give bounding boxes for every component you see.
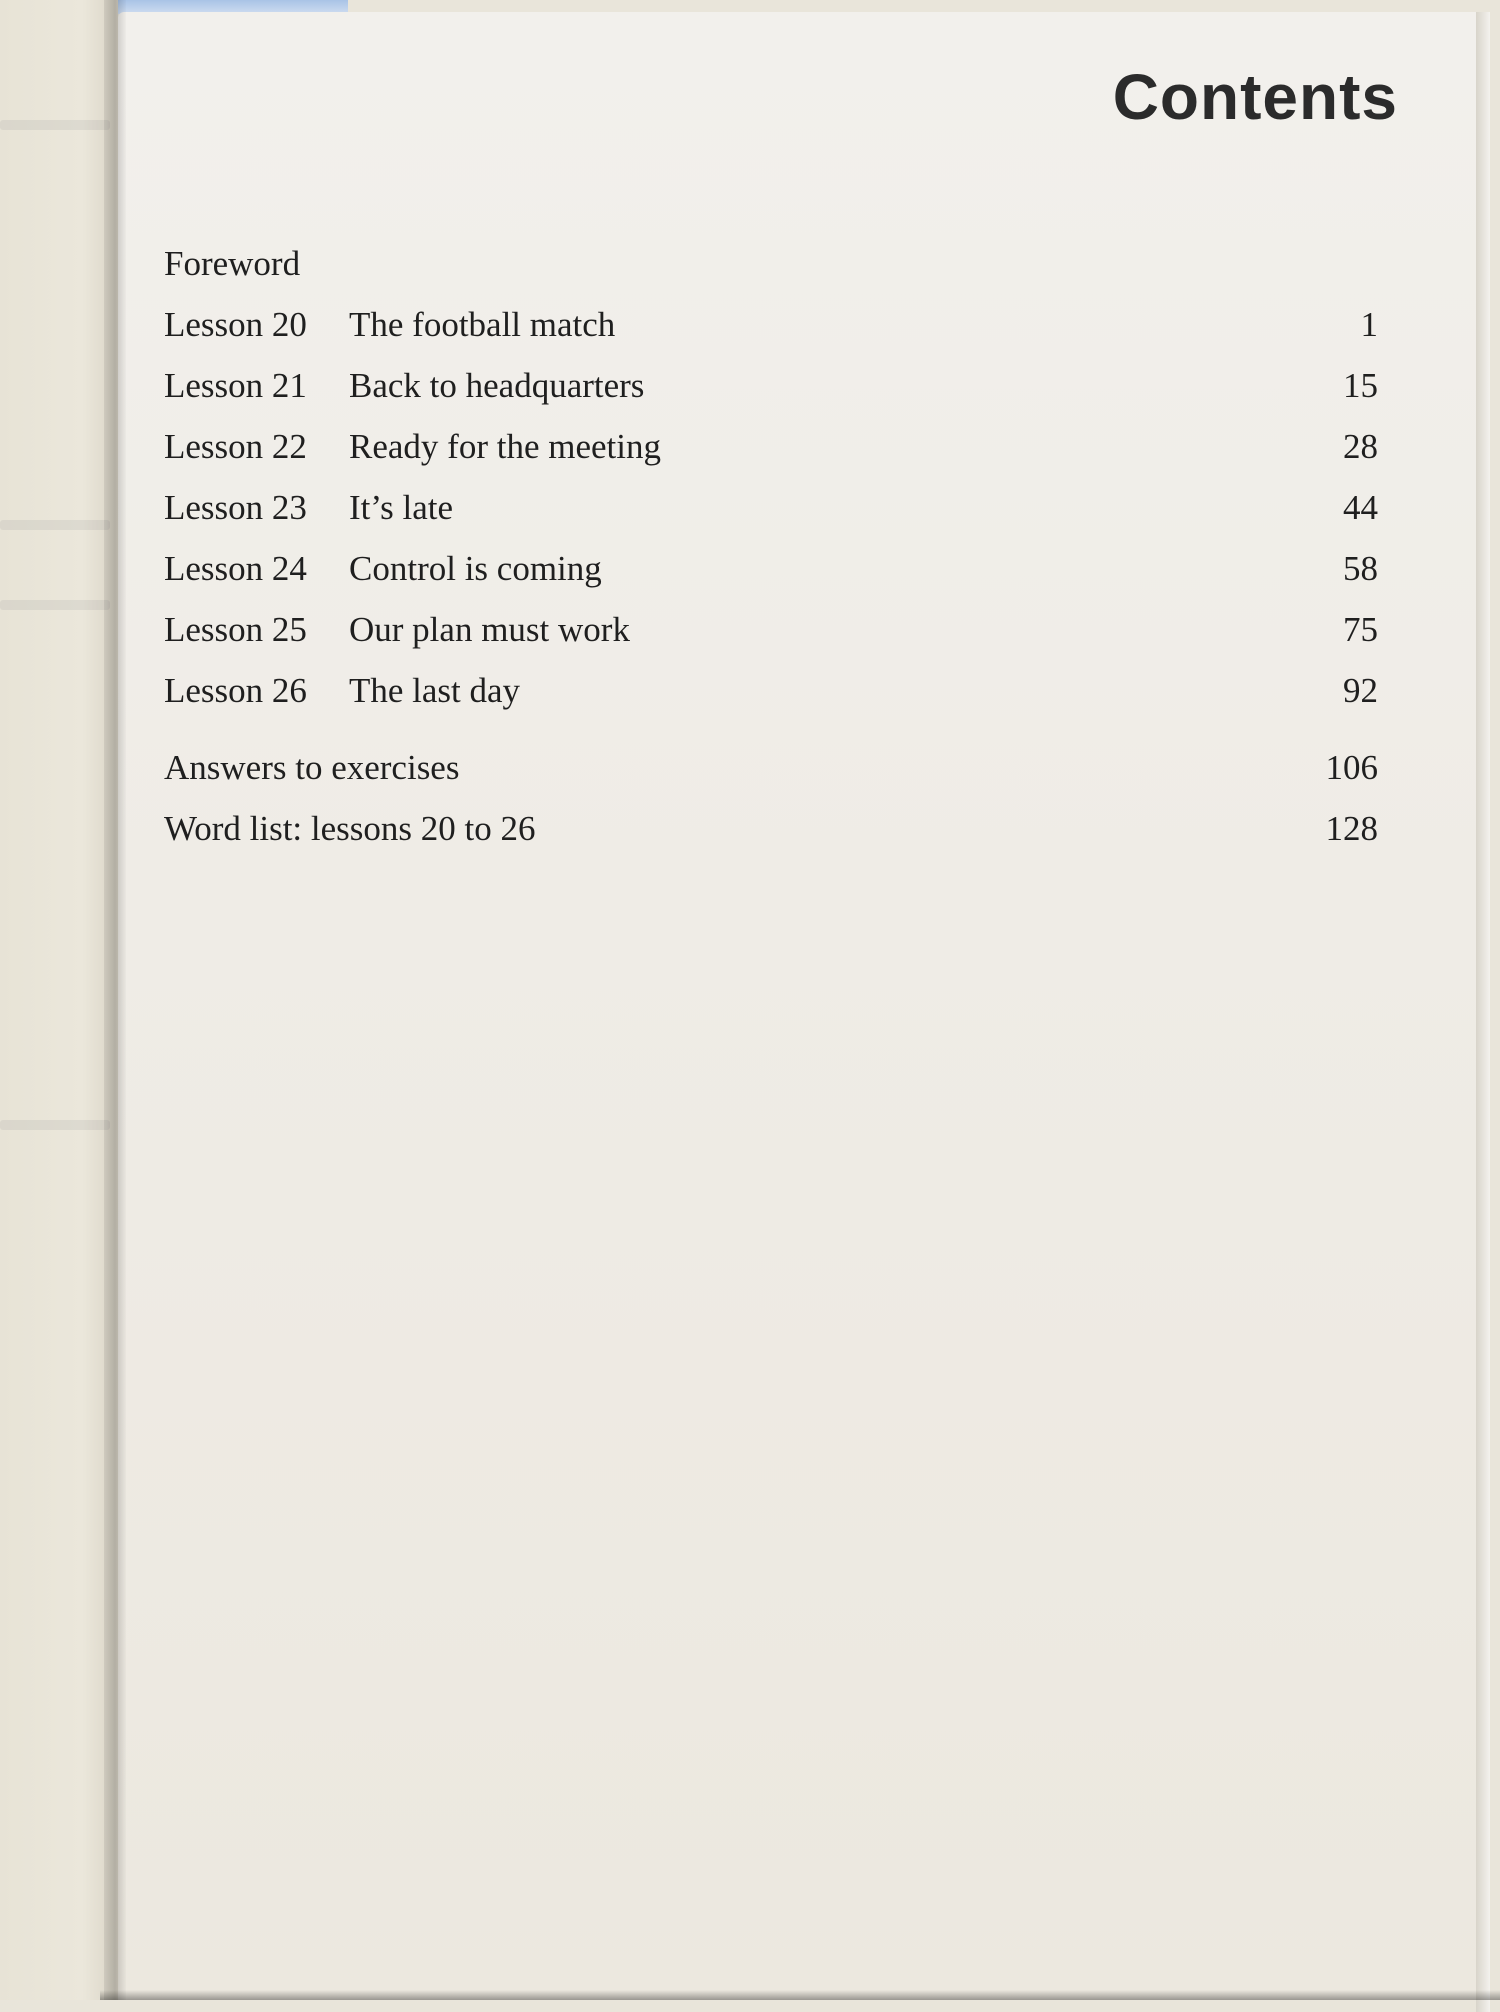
toc-entry xyxy=(164,671,1378,732)
toc-entry xyxy=(164,366,1378,427)
page-edge xyxy=(1476,12,1490,2012)
page-number: 15 xyxy=(1343,366,1378,405)
lesson-title: Foreword xyxy=(164,244,301,283)
lesson-title: The last day xyxy=(349,671,521,710)
facing-page-bleed xyxy=(0,120,110,130)
toc-appendix-entry xyxy=(164,748,1378,809)
toc-appendix-entry xyxy=(164,809,1378,870)
lesson-title: Our plan must work xyxy=(349,610,630,649)
lesson-number: Lesson 21 xyxy=(164,366,307,405)
appendix-title: Word list: lessons 20 to 26 xyxy=(164,809,536,848)
page-number: 58 xyxy=(1343,549,1378,588)
toc-entry xyxy=(164,427,1378,488)
lesson-number: Lesson 22 xyxy=(164,427,307,466)
toc-entry xyxy=(164,488,1378,549)
facing-page-bleed xyxy=(0,520,110,530)
appendix-title: Answers to exercises xyxy=(164,748,460,787)
toc-entry xyxy=(164,549,1378,610)
page-number: 92 xyxy=(1343,671,1378,710)
page-number: 1 xyxy=(1360,305,1378,344)
page-title: Contents xyxy=(1112,61,1398,133)
lesson-number: Lesson 23 xyxy=(164,488,307,527)
spine-shadow xyxy=(104,0,126,2000)
page-number: 128 xyxy=(1325,809,1378,848)
page-number: 106 xyxy=(1325,748,1378,787)
toc-entry xyxy=(164,610,1378,671)
lesson-number: Lesson 20 xyxy=(164,305,307,344)
section-gap xyxy=(164,732,1378,748)
toc-entry xyxy=(164,305,1378,366)
page-number: 28 xyxy=(1343,427,1378,466)
bottom-shadow xyxy=(100,1990,1500,2000)
lesson-number: Lesson 26 xyxy=(164,671,307,710)
facing-page-bleed xyxy=(0,1120,110,1130)
facing-page xyxy=(0,0,118,2000)
page-number: 75 xyxy=(1343,610,1378,649)
facing-page-bleed xyxy=(0,600,110,610)
lesson-number: Lesson 25 xyxy=(164,610,307,649)
lesson-title: Control is coming xyxy=(349,549,602,588)
page-number: 44 xyxy=(1343,488,1378,527)
lesson-number: Lesson 24 xyxy=(164,549,307,588)
lesson-title: Back to headquarters xyxy=(349,366,645,405)
lesson-title: It’s late xyxy=(349,488,453,527)
table-of-contents xyxy=(164,244,1378,870)
lesson-title: Ready for the meeting xyxy=(349,427,661,466)
lesson-title: The football match xyxy=(349,305,616,344)
toc-entry-foreword xyxy=(164,244,1378,305)
